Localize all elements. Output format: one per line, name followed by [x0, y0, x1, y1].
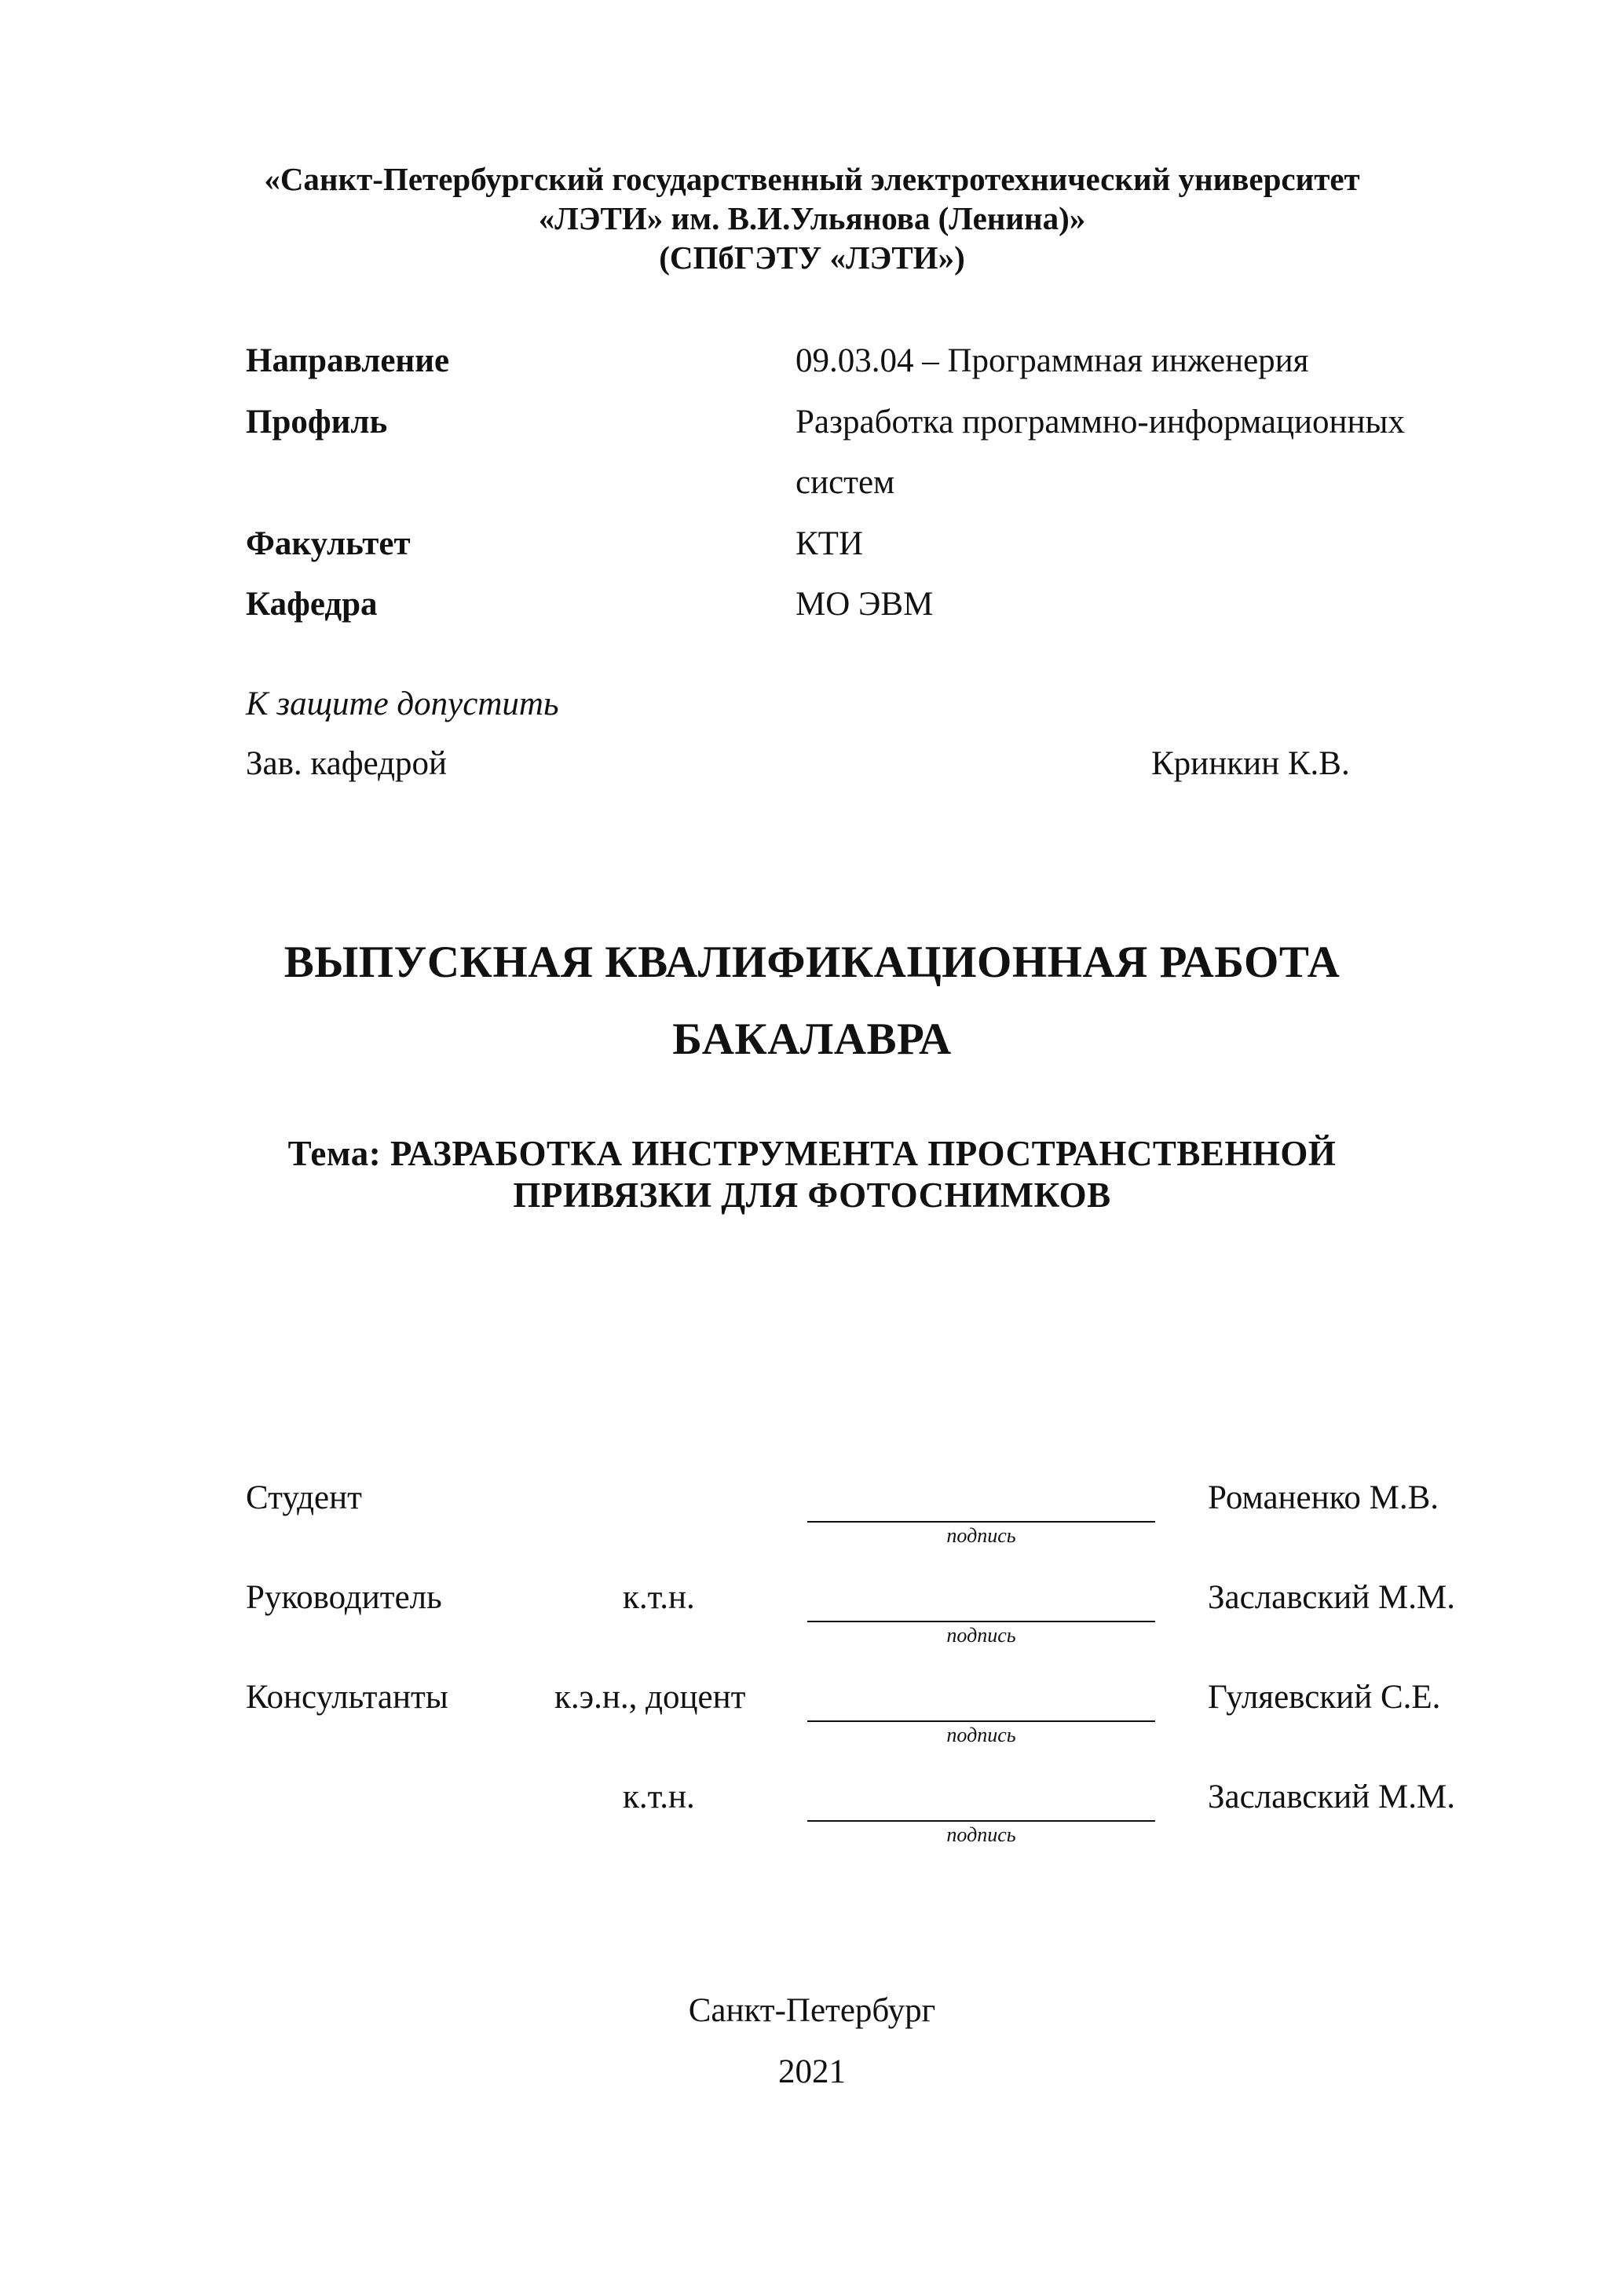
university-name-line-1: «Санкт-Петербургский государственный электротехнический университет [264, 161, 1360, 197]
signature-degree: к.т.н. [623, 1579, 695, 1616]
signature-caption: подпись [946, 1524, 1016, 1547]
signature-caption: подпись [946, 1724, 1016, 1746]
university-abbreviation: (СПбГЭТУ «ЛЭТИ») [659, 239, 965, 276]
department-value: МО ЭВМ [796, 586, 934, 623]
signature-line [807, 1720, 1155, 1722]
signature-name: Заславский М.М. [1208, 1579, 1456, 1616]
signature-degree: к.э.н., доцент [554, 1679, 746, 1716]
work-title-line-1: ВЫПУСКНАЯ КВАЛИФИКАЦИОННАЯ РАБОТА [283, 938, 1341, 987]
year: 2021 [778, 2053, 846, 2090]
signature-row-consultant-1 [0, 1678, 1624, 1749]
city: Санкт-Петербург [688, 1992, 936, 2029]
signature-row-supervisor [0, 1578, 1624, 1649]
topic [0, 1133, 1624, 1216]
approval-name: Кринкин К.В. [1151, 745, 1350, 782]
signature-degree: к.т.н. [623, 1779, 695, 1815]
profile-label: Профиль [246, 404, 388, 441]
signature-line [807, 1521, 1155, 1523]
faculty-value: КТИ [796, 525, 863, 562]
work-title [0, 924, 1624, 1078]
signature-role: Руководитель [246, 1579, 442, 1616]
signature-name: Гуляевский С.Е. [1208, 1679, 1441, 1716]
university-name-line-2: «ЛЭТИ» им. В.И.Ульянова (Ленина)» [538, 200, 1086, 236]
profile-value-line-1: Разработка программно-информационных [796, 404, 1405, 441]
signature-line [807, 1820, 1155, 1822]
signature-role: Студент [246, 1479, 362, 1516]
direction-label: Направление [246, 342, 450, 379]
approval-note: К защите допустить [246, 686, 559, 722]
signature-line [807, 1621, 1155, 1622]
signature-name: Романенко М.В. [1208, 1479, 1439, 1516]
signature-role: Консультанты [246, 1679, 448, 1716]
work-title-line-2: БАКАЛАВРА [672, 1015, 952, 1064]
topic-line-1: Тема: РАЗРАБОТКА ИНСТРУМЕНТА ПРОСТРАНСТВЕННОЙ [287, 1134, 1337, 1173]
profile-value-line-2: систем [796, 464, 895, 501]
direction-value: 09.03.04 – Программная инженерия [796, 342, 1309, 379]
approval-role: Зав. кафедрой [246, 745, 448, 782]
topic-line-2: ПРИВЯЗКИ ДЛЯ ФОТОСНИМКОВ [513, 1175, 1111, 1215]
signature-row-consultant-2 [0, 1778, 1624, 1848]
signature-name: Заславский М.М. [1208, 1779, 1456, 1815]
signature-caption: подпись [946, 1823, 1016, 1846]
department-label: Кафедра [246, 586, 378, 623]
faculty-label: Факультет [246, 525, 411, 562]
signature-row-student [0, 1479, 1624, 1549]
signature-caption: подпись [946, 1624, 1016, 1647]
